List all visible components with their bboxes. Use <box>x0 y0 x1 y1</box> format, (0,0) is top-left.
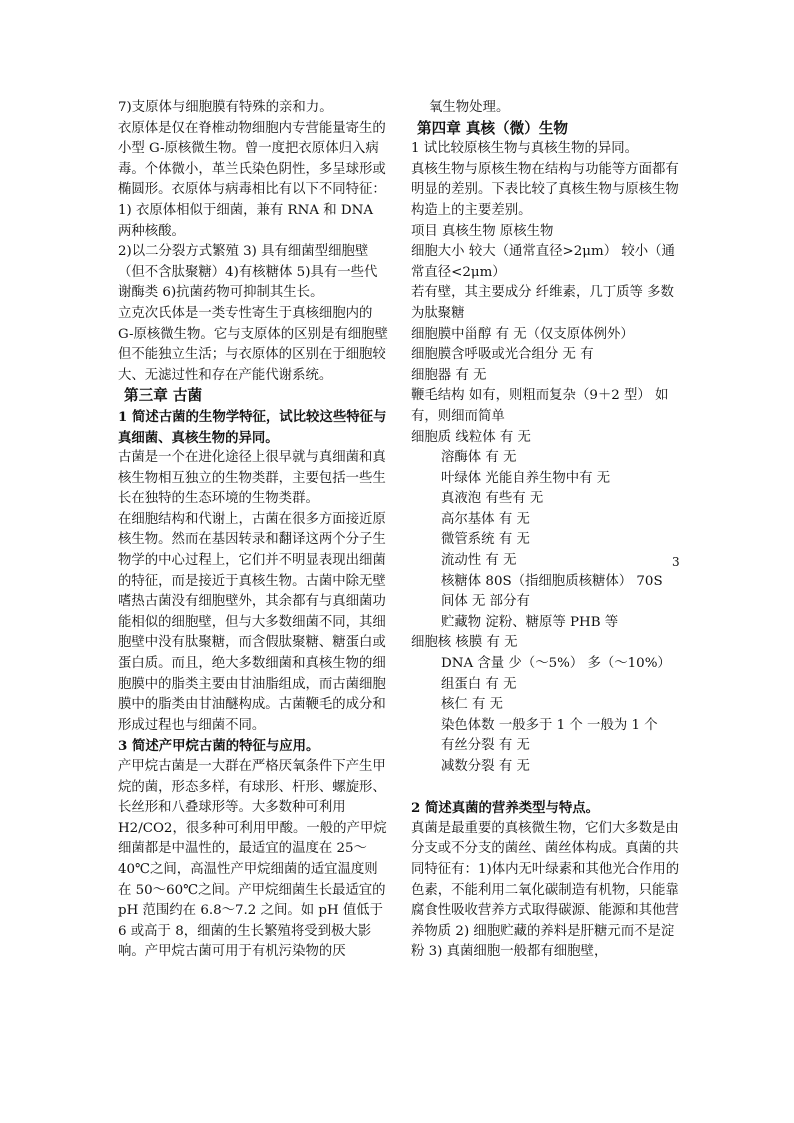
page-number: 3 <box>672 555 680 569</box>
right-paragraph: 间体 无 部分有 <box>441 594 530 610</box>
right-paragraph: 真液泡 有些有 无 <box>441 491 544 507</box>
right-paragraph: 鞭毛结构 如有，则粗而复杂（9＋2 型） 如有，则细而简单 <box>411 388 669 424</box>
left-paragraph: 衣原体是仅在脊椎动物细胞内专营能量寄生的小型 G-原核微生物。曾一度把衣原体归入病毒。个体微小，革兰氏染色阴性，多呈球形或椭圆形。衣原体与病毒相比有以下不同特征： <box>118 120 386 198</box>
right-paragraph: 细胞大小 较大（通常直径>2μm） 较小（通常直径<2μm） <box>411 244 675 280</box>
right-paragraph: 细胞核 核膜 有 无 <box>411 635 518 651</box>
right-paragraph: 细胞膜中甾醇 有 无（仅支原体例外） <box>411 326 634 342</box>
right-paragraph: 贮藏物 淀粉、糖原等 PHB 等 <box>441 614 619 630</box>
right-paragraph: 氧生物处理。 <box>429 100 510 115</box>
left-paragraph: 在细胞结构和代谢上，古菌在很多方面接近原核生物。然而在基因转录和翻译这两个分子生物学的中心过程上，它们并不明显表现出细菌的特征，而是接近于真核生物。古菌中除无壁嗜热古菌没有细胞壁外，其余都有与真细菌功能相似的细胞壁，但与大多数细菌不同，其细胞壁中没有肽聚糖，而含假肽聚糖、糖蛋白或蛋白质。而且，绝大多数细菌和真核生物的细胞膜中的脂类主要由甘油脂组成，而古菌细胞膜中的脂类由甘油醚构成。古菌鞭毛的成分和形成过程也与细菌不同。 <box>118 511 386 733</box>
right-paragraph: 细胞膜含呼吸或光合组分 无 有 <box>411 347 594 363</box>
left-paragraph: 2)以二分裂方式繁殖 3) 具有细菌型细胞壁（但不含肽聚糖）4)有核糖体 5)具有一些代谢酶类 6)抗菌药物可抑制其生长。 <box>118 244 378 301</box>
right-paragraph: 核糖体 80S（指细胞质核糖体） 70S <box>441 573 663 589</box>
left-paragraph: 1) 衣原体相似于细菌，兼有 RNA 和 DNA 两种核酸。 <box>118 202 374 239</box>
left-question-heading: 3 简述产甲烷古菌的特征与应用。 <box>118 738 320 755</box>
left-paragraph: 立克次氏体是一类专性寄生于真核细胞内的 G-原核微生物。它与支原体的区别是有细胞壁但不能独立生活；与衣原体的区别在于细胞较大、无滤过性和存在产能代谢系统。 <box>118 305 388 383</box>
left-chapter-heading: 第三章 古菌 <box>124 387 203 405</box>
left-paragraph: 产甲烷古菌是一大群在严格厌氧条件下产生甲烷的菌，形态多样，有球形、杆形、螺旋形、长丝形和八叠球形等。大多数种可利用 H2/CO2，很多种可利用甲酸。一般的产甲烷细菌都是中温性的，最适宜的温度在 25～40℃之间，高温性产甲烷细菌的适宜温度则在 50～60℃之间。产甲烷细菌生长最适宜的 pH 范围约在 6.8～7.2 之间。如 pH 值低于 6 或高于 8，细菌的生长繁殖将受到极大影响。产甲烷古菌可用于有机污染物的厌 <box>118 759 387 960</box>
right-paragraph: 细胞质 线粒体 有 无 <box>411 429 531 445</box>
right-paragraph: 若有壁，其主要成分 纤维素，几丁质等 多数为肽聚糖 <box>411 285 674 321</box>
left-column <box>118 98 390 963</box>
right-paragraph: 染色体数 一般多于 1 个 一般为 1 个 <box>441 717 658 733</box>
right-paragraph: 核仁 有 无 <box>441 697 504 713</box>
right-paragraph: 溶酶体 有 无 <box>441 450 517 466</box>
right-paragraph: 真核生物与原核生物在结构与功能等方面都有明显的差别。下表比较了真核生物与原核生物构造上的主要差别。 <box>411 161 679 218</box>
left-paragraph: 7)支原体与细胞膜有特殊的亲和力。 <box>118 100 333 115</box>
right-chapter-heading: 第四章 真核（微）生物 <box>417 119 569 137</box>
right-paragraph: 细胞器 有 无 <box>411 367 487 383</box>
right-paragraph: 真菌是最重要的真核微生物，它们大多数是由分支或不分支的菌丝、菌丝体构成。真菌的共同特征有：1)体内无叶绿素和其他光合作用的色素，不能利用二氧化碳制造有机物，只能靠腐食性吸收营养方式取得碳源、能源和其他营养物质 2) 细胞贮藏的养料是肝糖元而不是淀粉 3) 真菌细胞一般都有细胞壁， <box>411 820 680 960</box>
right-column <box>411 98 681 963</box>
right-paragraph: 叶绿体 光能自养生物中有 无 <box>441 470 611 486</box>
right-blank-line <box>411 778 681 799</box>
right-paragraph: 微管系统 有 无 <box>441 532 530 548</box>
right-question-heading: 2 简述真菌的营养类型与特点。 <box>411 800 600 817</box>
right-paragraph: 有丝分裂 有 无 <box>441 738 530 754</box>
right-paragraph: 组蛋白 有 无 <box>441 676 517 692</box>
left-paragraph: 古菌是一个在进化途径上很早就与真细菌和真核生物相互独立的生物类群，主要包括一些生长在独特的生态环境的生物类群。 <box>118 450 386 507</box>
right-paragraph: 流动性 有 无 <box>441 553 517 569</box>
left-question-heading: 1 简述古菌的生物学特征，试比较这些特征与真细菌、真核生物的异同。 <box>118 408 387 446</box>
right-paragraph: 高尔基体 有 无 <box>441 511 530 527</box>
right-paragraph: 1 试比较原核生物与真核生物的异同。 <box>411 141 639 157</box>
right-paragraph: 项目 真核生物 原核生物 <box>411 223 554 239</box>
right-paragraph: 减数分裂 有 无 <box>441 759 530 774</box>
right-paragraph: DNA 含量 少（～5%） 多（～10%） <box>441 656 671 672</box>
